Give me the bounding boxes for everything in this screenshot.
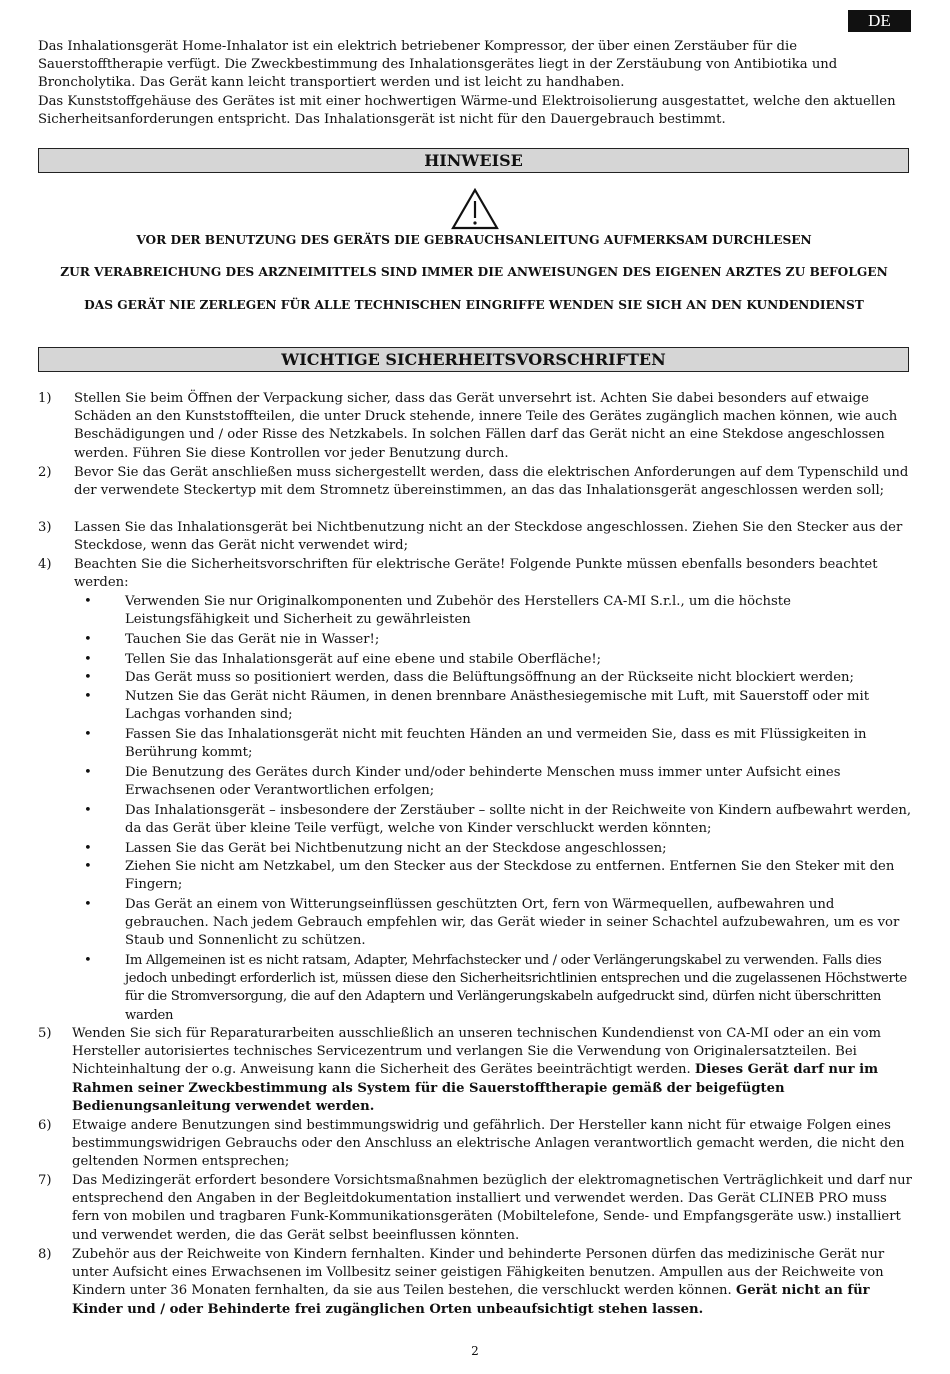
bullet-symbol: • <box>84 803 92 818</box>
bullet-text: Fassen Sie das Inhalationsgerät nicht mit feuchten Händen an und vermeiden Sie, dass es mit Flüssigkeiten in Berührung kommt; <box>125 727 867 761</box>
item-text-wrapper <box>72 1246 912 1319</box>
item-number: 6) <box>38 1118 52 1133</box>
bullet-text: Nutzen Sie das Gerät nicht Räumen, in denen brennbare Anästhesiegemische mit Luft, mit Sauerstoff oder mit Lachgas vorhanden sind; <box>125 689 870 723</box>
notice-read-manual: VOR DER BENUTZUNG DES GERÄTS DIE GEBRAUCHSANLEITUNG AUFMERKSAM DURCHLESEN <box>136 233 812 247</box>
bullet-symbol: • <box>84 594 92 609</box>
bullet-symbol: • <box>84 897 92 912</box>
bullet-symbol: • <box>84 689 92 704</box>
item-text: Zubehör aus der Reichweite von Kindern fernhalten. Kinder und behinderte Personen dürfen das medizinische Gerät nur unter Aufsicht eines Erwachsenen im Vollbesitz seiner geistigen Fähigkeiten benutzen. Ampullen aus der Reichweite von Kindern unter 36 Monaten fernhalten, da sie aus Teilen bestehen, die verschluckt werden können. <box>72 1247 885 1299</box>
safety-header: WICHTIGE SICHERHEITSVORSCHRIFTEN <box>38 347 909 372</box>
bullet-text: Das Gerät muss so positioniert werden, dass die Belüftungsöffnung an der Rückseite nicht blockiert werden; <box>125 670 854 685</box>
intro-paragraph-1: Das Inhalationsgerät Home-Inhalator ist ein elektrich betriebener Kompressor, der über einen Zerstäuber für die Sauerstofftherapie verfügt. Die Zweckbestimmung des Inhalationsgerätes liegt in der Zerstäubung von Antibiotika und Broncholytika. Das Gerät kann leicht transportiert werden und ist leicht zu handhaben. <box>38 39 838 91</box>
item-number: 4) <box>38 557 52 572</box>
bullet-symbol: • <box>84 953 92 968</box>
item-text: Bevor Sie das Gerät anschließen muss sichergestellt werden, dass die elektrischen Anforderungen auf dem Typenschild und der verwendete Steckertyp mit dem Stromnetz übereinstimmen, an das das Inhalationsgerät angeschlossen werden soll; <box>74 465 909 499</box>
item-text-emphasis: Dieses Gerät darf nur im Rahmen seiner Zweckbestimmung als System für die Sauerstofftherapie gemäß der beigefügten Bedienungsanleitung verwendet werden. <box>72 1062 879 1114</box>
bullet-symbol: • <box>84 652 92 667</box>
item-number: 3) <box>38 520 52 535</box>
item-text-wrapper <box>72 1025 912 1116</box>
bullet-symbol: • <box>84 765 92 780</box>
intro-paragraph-2: Das Kunststoffgehäuse des Gerätes ist mit einer hochwertigen Wärme-und Elektroisolierung ausgestattet, welche den aktuellen Sicherheitsanforderungen entspricht. Das Inhalationsgerät ist nicht für den Dauergebrauch bestimmt. <box>38 94 896 128</box>
item-text-emphasis: Gerät nicht an für Kinder und / oder Behinderte frei zugänglichen Orten unbeaufsichtigt stehen lassen. <box>72 1283 870 1317</box>
item-text: Lassen Sie das Inhalationsgerät bei Nichtbenutzung nicht an der Steckdose angeschlossen. Ziehen Sie den Stecker aus der Steckdose, wenn das Gerät nicht verwendet wird; <box>74 520 903 554</box>
warning-triangle-icon <box>451 188 499 230</box>
bullet-text: Tauchen Sie das Gerät nie in Wasser!; <box>125 632 380 647</box>
bullet-text: Das Gerät an einem von Witterungseinflüssen geschützten Ort, fern von Wärmequellen, aufbewahren und gebrauchen. Nach jedem Gebrauch empfehlen wir, das Gerät wieder in seiner Schachtel aufzubewahren, um es vor Staub und Sonnenlicht zu schützen. <box>125 897 900 949</box>
hinweise-header: HINWEISE <box>38 148 909 173</box>
bullet-symbol: • <box>84 632 92 647</box>
bullet-text: Die Benutzung des Gerätes durch Kinder und/oder behinderte Menschen muss immer unter Aufsicht eines Erwachsenen oder Verantwortlichen erfolgen; <box>125 765 841 799</box>
item-number: 1) <box>38 391 52 406</box>
item-text: Das Medizingerät erfordert besondere Vorsichtsmaßnahmen bezüglich der elektromagnetischen Verträglichkeit und darf nur entsprechend den Angaben in der Begleitdokumentation installiert und verwendet werden. Das Gerät CLINEB PRO muss fern von mobilen und tragbaren Funk-Kommunikationsgeräten (Mobiltelefone, Sende- und Empfangsgeräte usw.) installiert und verwendet werden, die das Gerät selbst beeinflussen könnten. <box>72 1173 912 1243</box>
item-text: Stellen Sie beim Öffnen der Verpackung sicher, dass das Gerät unversehrt ist. Achten Sie dabei besonders auf etwaige Schäden an den Kunststoffteilen, die unter Druck stehende, innere Teile des Gerätes zugänglich machen können, wie auch Beschädigungen und / oder Risse des Netzkabels. In solchen Fällen darf das Gerät nicht an eine Stekdose angeschlossen werden. Führen Sie diese Kontrollen vor jeder Benutzung durch. <box>74 391 898 461</box>
item-number: 7) <box>38 1173 52 1188</box>
notice-no-disassembly: DAS GERÄT NIE ZERLEGEN FÜR ALLE TECHNISCHEN EINGRIFFE WENDEN SIE SICH AN DEN KUNDENDIENST <box>84 298 864 312</box>
item-number: 2) <box>38 465 52 480</box>
bullet-text: Das Inhalationsgerät – insbesondere der Zerstäuber – sollte nicht in der Reichweite von Kindern aufbewahrt werden, da das Gerät über kleine Teile verfügt, welche von Kinder verschluckt werden könnten; <box>125 803 912 837</box>
bullet-text: Verwenden Sie nur Originalkomponenten und Zubehör des Herstellers CA-MI S.r.l., um die höchste Leistungsfähigkeit und Sicherheit zu gewährleisten <box>125 594 791 628</box>
bullet-text: Lassen Sie das Gerät bei Nichtbenutzung nicht an der Steckdose angeschlossen; <box>125 841 667 856</box>
bullet-symbol: • <box>84 670 92 685</box>
language-badge: DE <box>848 10 911 32</box>
item-number: 8) <box>38 1247 52 1262</box>
bullet-symbol: • <box>84 859 92 874</box>
bullet-symbol: • <box>84 727 92 742</box>
bullet-text: Im Allgemeinen ist es nicht ratsam, Adapter, Mehrfachstecker und / oder Verlängerungskabel zu verwenden. Falls dies jedoch unbedingt erforderlich ist, müssen diese den Sicherheitsrichtlinien entsprechen und die zugelassenen Höchstwerte für die Stromversorgung, die auf den Adaptern und Verlängerungskabeln aufgedruckt sind, dürfen nicht überschritten warden <box>125 953 907 1023</box>
bullet-text: Ziehen Sie nicht am Netzkabel, um den Stecker aus der Steckdose zu entfernen. Entfernen Sie den Steker mit den Fingern; <box>125 859 895 893</box>
bullet-symbol: • <box>84 841 92 856</box>
item-number: 5) <box>38 1026 52 1041</box>
item-text: Beachten Sie die Sicherheitsvorschriften für elektrische Geräte! Folgende Punkte müssen ebenfalls besonders beachtet werden: <box>74 557 878 591</box>
item-text: Etwaige andere Benutzungen sind bestimmungswidrig und gefährlich. Der Hersteller kann nicht für etwaige Folgen eines bestimmungswidrigen Gebrauchs oder den Anschluss an elektrische Anlagen verantwortlich gemacht werden, die nicht den geltenden Normen entsprechen; <box>72 1118 905 1170</box>
bullet-text: Tellen Sie das Inhalationsgerät auf eine ebene und stabile Oberfläche!; <box>125 652 602 667</box>
item-text: Wenden Sie sich für Reparaturarbeiten ausschließlich an unseren technischen Kundendienst von CA-MI oder an ein vom Hersteller autorisiertes technisches Servicezentrum und verlangen Sie die Verwendung von Originalersatzteilen. Bei Nichteinhaltung der o.g. Anweisung kann die Sicherheit des Gerätes beeinträchtigt werden. <box>72 1026 882 1078</box>
page-number: 2 <box>471 1344 479 1358</box>
notice-follow-doctor: ZUR VERABREICHUNG DES ARZNEIMITTELS SIND IMMER DIE ANWEISUNGEN DES EIGENEN ARZTES ZU BEFOLGEN <box>60 265 888 279</box>
